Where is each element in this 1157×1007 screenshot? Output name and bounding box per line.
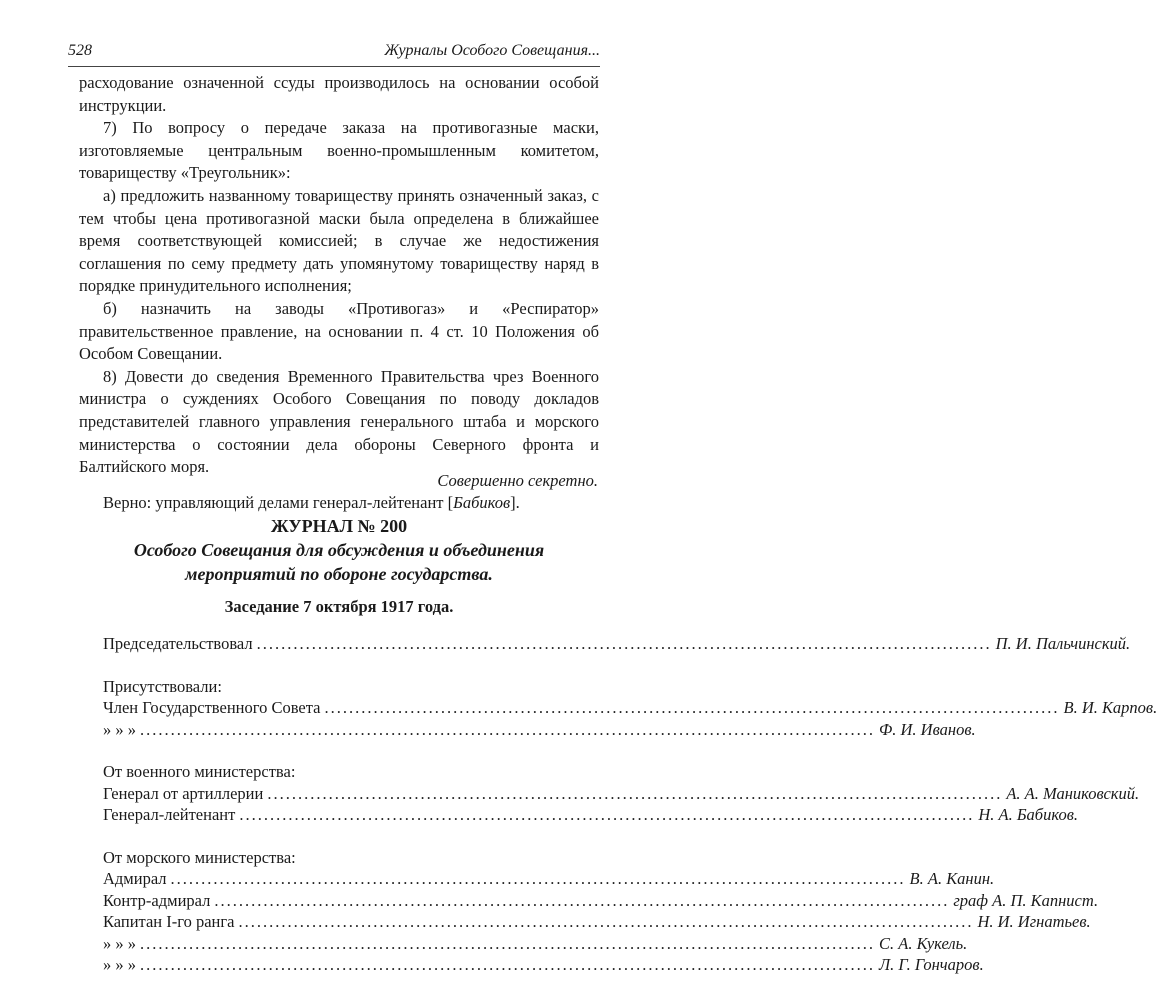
leader-dots: ........................................................................................................................ — [140, 719, 875, 739]
roster-row: Капитан I-го ранга ........................................................................................................................ Н. И. Игнатьев. — [103, 912, 1091, 931]
attendance-roster — [103, 634, 1157, 977]
roster-row-chair: Председательствовал ........................................................................................................................ П. И. Пальчинский. — [103, 634, 1131, 653]
paragraph-item-7b: б) назначить на заводы «Противогаз» и «Респиратор» правительственное правление, на основании п. 4 ст. 10 Положения об Особом Совещании. — [79, 298, 599, 364]
paragraph-item-7: 7) По вопросу о передаче заказа на противогазные маски, изготовляемые центральным военно-промышленным комитетом, товариществу «Треугольник»: — [79, 118, 599, 183]
navy-ministry-label: От морского министерства: — [103, 847, 296, 867]
paragraph-item-8: 8) Довести до сведения Временного Правительства чрез Военного министра о суждениях Особого Совещания по поводу докладов представителей главного управления генерального штаба и морского министерства о состоянии дела обороны Северного фронта и Балтийского моря. — [79, 366, 599, 477]
secrecy-mark: Совершенно секретно. — [437, 471, 598, 490]
running-header — [68, 38, 600, 62]
roster-row: Член Государственного Совета ........................................................................................................................ В. И. Карпов. — [103, 698, 1157, 717]
session-date: Заседание 7 октября 1917 года. — [224, 597, 454, 616]
certifier-name: Бабиков — [453, 492, 511, 512]
roster-row: Контр-адмирал ........................................................................................................................ граф А. П. Капнист. — [103, 890, 1099, 910]
journal-title: ЖУРНАЛ № 200 — [270, 516, 408, 536]
roster-row: Адмирал ........................................................................................................................ В. А. Канин. — [103, 869, 995, 888]
paragraph-continuation: расходование означенной ссуды производилось на основании особой инструкции. — [79, 73, 599, 115]
leader-dots: ........................................................................................................................ — [239, 805, 975, 824]
roster-row: Генерал-лейтенант ........................................................................................................................ Н. А. Бабиков. — [103, 805, 1078, 824]
certification-line: Верно: управляющий делами генерал-лейтенант [Бабиков]. — [103, 492, 520, 512]
running-title: Журналы Особого Совещания... — [384, 42, 600, 59]
leader-dots: ........................................................................................................................ — [256, 634, 992, 653]
present-label: Присутствовали: — [103, 676, 222, 696]
page-number: 528 — [68, 42, 92, 59]
header-rule — [68, 66, 600, 67]
leader-dots: ........................................................................................................................ — [140, 933, 875, 953]
leader-dots: ........................................................................................................................ — [140, 955, 875, 974]
roster-row: » » » ........................................................................................................................ С. А. Кукель. — [103, 933, 968, 953]
paragraph-item-7a: а) предложить названному товариществу принять означенный заказ, с тем чтобы цена противогазной маски была определена в ближайшее время соответствующей комиссией; в случае же недостижения соглашения по сему предмету дать упомянутому товариществу наряд в порядке принудительного исполнения; — [79, 185, 599, 296]
roster-row: Генерал от артиллерии ........................................................................................................................ А. А. Маниковский. — [103, 783, 1140, 803]
leader-dots: ........................................................................................................................ — [238, 912, 974, 931]
leader-dots: ........................................................................................................................ — [170, 869, 906, 888]
leader-dots: ........................................................................................................................ — [267, 783, 1003, 803]
journal-subtitle: Особого Совещания для обсуждения и объединения мероприятий по обороне государства. — [133, 540, 545, 584]
leader-dots: ........................................................................................................................ — [214, 890, 950, 910]
roster-row: » » » ........................................................................................................................ Л. Г. Гончаров. — [103, 955, 984, 974]
body-text — [79, 72, 599, 514]
leader-dots: ........................................................................................................................ — [324, 698, 1060, 717]
war-ministry-label: От военного министерства: — [103, 762, 296, 781]
roster-row: » » » ........................................................................................................................ Ф. И. Иванов. — [103, 719, 976, 739]
